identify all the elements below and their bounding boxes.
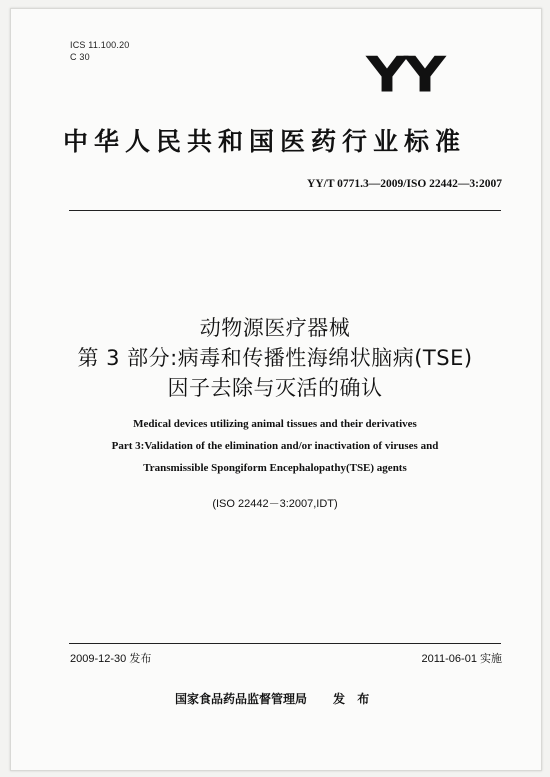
issuer-name: 国家食品药品监督管理局 [175, 692, 308, 706]
en-title-line-3: Transmissible Spongiform Encephalopathy(TSE) agents [143, 462, 407, 474]
standard-number: YY/T 0771.3—2009/ISO 22442—3:2007 [307, 178, 502, 190]
standard-category-title: 中华人民共和国医药行业标准 [63, 127, 467, 156]
implement-date: 2011-06-01 实施 [421, 653, 502, 665]
zh-title-line-2: 第 3 部分:病毒和传播性海绵状脑病(TSE) [77, 346, 473, 370]
ccs-code: C 30 [70, 52, 90, 62]
ics-code: ICS 11.100.20 [70, 40, 130, 50]
footer-divider [69, 643, 501, 644]
issuer-line [175, 690, 373, 707]
zh-title-line-3: 因子去除与灭活的确认 [167, 376, 383, 400]
yy-logo: YY [366, 45, 442, 104]
publish-date: 2009-12-30 发布 [70, 653, 152, 665]
en-title-line-2: Part 3:Validation of the elimination and/or inactivation of viruses and [111, 440, 439, 452]
zh-title-line-1: 动物源医疗器械 [199, 316, 351, 340]
issue-label: 发 布 [333, 692, 374, 706]
header-divider [69, 210, 501, 211]
iso-equivalence-reference: (ISO 22442－3:2007,IDT) [212, 498, 338, 510]
en-title-line-1: Medical devices utilizing animal tissues and their derivatives [133, 418, 417, 430]
